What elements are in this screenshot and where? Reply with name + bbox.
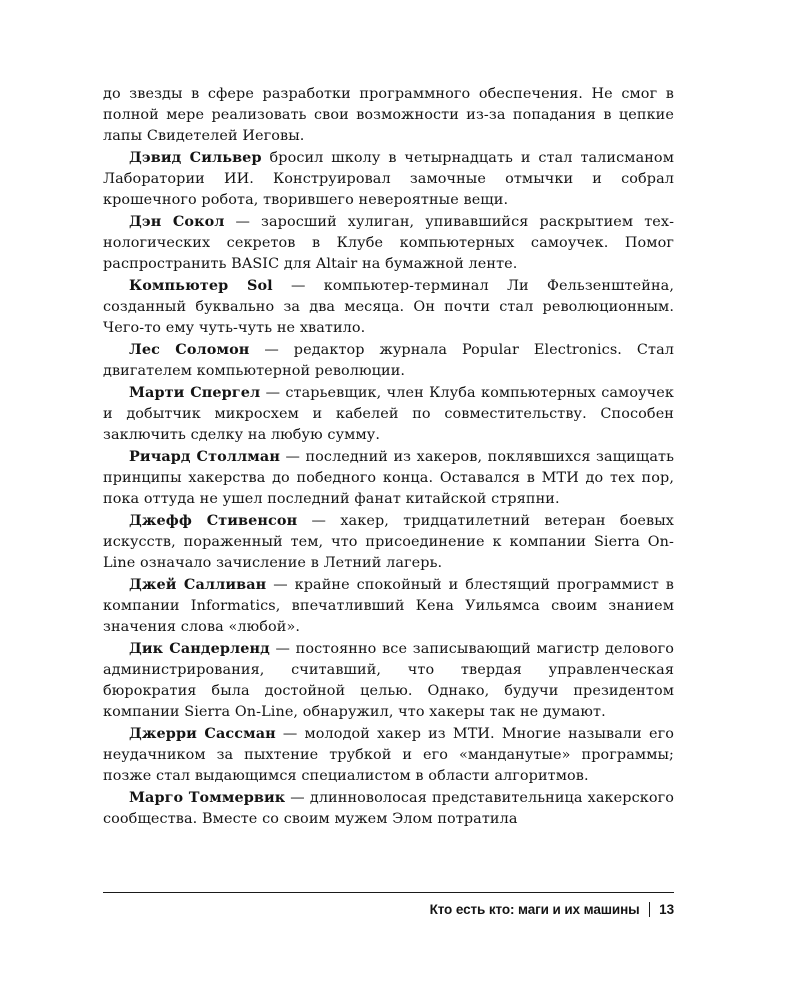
entry-description: — хакер, тридцатилетний ветеран боевых искусств, пораженный тем, что присоединение к компании Sierra On-Line означало зачисление в Летний лагерь. xyxy=(103,513,674,571)
glossary-entry xyxy=(103,510,674,574)
entry-description: — последний из хакеров, поклявшихся защищать принципы хакерства до победного конца. Оставался в МТИ до тех пор, пока оттуда не ушел последний фанат китайской стряпни. xyxy=(103,449,675,507)
entry-description: — крайне спокойный и блестящий программист в компании Informatics, впечатливший Кена Уильямса своим знанием значения слова «любой». xyxy=(103,577,674,635)
glossary-entry xyxy=(103,147,674,211)
body-text xyxy=(103,84,674,830)
entry-name: Ричард Столлман xyxy=(129,448,280,465)
entry-name: Дэвид Сильвер xyxy=(129,149,262,166)
entry-description: бросил школу в четырнадцать и стал талисманом Лаборатории ИИ. Конструировал замочные отмычки и собрал крошечного робота, творившего невероятные вещи. xyxy=(103,150,674,208)
glossary-entry xyxy=(103,446,674,510)
entry-name: Джефф Стивенсон xyxy=(129,512,298,529)
glossary-entries xyxy=(103,147,674,830)
entry-name: Джей Салливан xyxy=(129,576,267,593)
entry-description: — заросший хулиган, упивавшийся раскрытием технологических секретов в Клубе компьютерных самоучек. Помог распространить BASIC для Altair на бумажной ленте. xyxy=(103,214,674,272)
footer-separator xyxy=(649,902,651,917)
entry-description: — редактор журнала Popular Electronics. Стал двигателем компьютерной революции. xyxy=(103,342,674,379)
entry-description: — длинноволосая представительница хакерского сообщества. Вместе со своим мужем Элом потратила xyxy=(103,790,674,827)
entry-description: — молодой хакер из МТИ. Многие называли его неудачником за пыхтение трубкой и его «манданутые» программы; позже стал выдающимся специалистом в области алгоритмов. xyxy=(103,726,674,784)
footer-rule xyxy=(103,892,674,893)
page-number: 13 xyxy=(659,902,674,917)
page-footer xyxy=(430,902,674,917)
entry-name: Дик Сандерленд xyxy=(129,640,270,657)
glossary-entry xyxy=(103,638,674,723)
entry-name: Марго Томмервик xyxy=(129,789,286,806)
glossary-entry xyxy=(103,787,674,830)
glossary-entry xyxy=(103,339,674,382)
running-title: Кто есть кто: маги и их машины xyxy=(429,902,640,917)
entry-description: — компьютер-терминал Ли Фельзенштейна, созданный буквально за два месяца. Он почти стал революционным. Чего-то ему чуть-чуть не хватило. xyxy=(103,278,674,336)
entry-description: — постоянно все записывающий магистр делового администрирования, считавший, что твердая управленческая бюрократия была достойной целью. Однако, будучи президентом компании Sierra On-Line, обнаружил, что хакеры так не думают. xyxy=(103,641,674,720)
glossary-entry xyxy=(103,275,674,339)
entry-name: Джерри Сассман xyxy=(129,725,276,742)
entry-name: Дэн Сокол xyxy=(129,213,225,230)
entry-name: Марти Спергел xyxy=(129,384,261,401)
glossary-entry xyxy=(103,211,674,275)
entry-name: Компьютер Sol xyxy=(129,277,273,294)
entry-description: — старьевщик, член Клуба компьютерных самоучек и добытчик микросхем и кабелей по совместительству. Способен заключить сделку на любую сумму. xyxy=(103,385,674,443)
glossary-entry xyxy=(103,723,674,787)
glossary-entry xyxy=(103,574,674,638)
continued-paragraph: до звезды в сфере разработки программного обеспечения. Не смог в полной мере реализовать свои возможности из-за попадания в цепкие лапы Свидетелей Иеговы. xyxy=(103,86,674,144)
entry-name: Лес Соломон xyxy=(129,341,250,358)
glossary-entry xyxy=(103,382,674,446)
